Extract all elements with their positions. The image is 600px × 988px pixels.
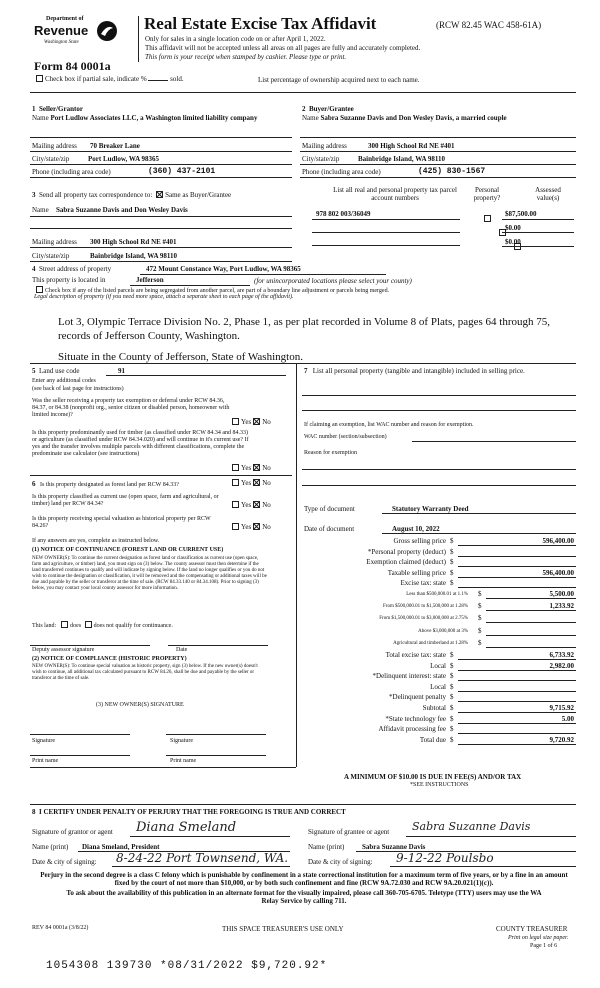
county-treasurer: COUNTY TREASURER	[496, 925, 568, 933]
timber-yes-no: Yes No	[230, 464, 271, 472]
partial-sale-label: Check box if partial sale, indicate %	[45, 75, 147, 83]
seller-name-label: Name	[32, 114, 49, 122]
tax-row-label: Taxable selling price	[387, 568, 446, 577]
page-title: Real Estate Excise Tax Affidavit	[144, 14, 377, 33]
situate-text: Situate in the County of Jefferson, State of Washington.	[58, 351, 303, 363]
owner-sig-label-2: Signature	[170, 738, 193, 744]
current-use-yes-no: Yes No	[230, 501, 271, 509]
grantee-sig-label: Signature of grantee or agent	[308, 828, 390, 836]
segregation-checkbox[interactable]	[36, 286, 43, 293]
historic-no-checkbox[interactable]	[253, 523, 260, 530]
doc-date-label: Date of document	[304, 525, 355, 533]
currency-sign: $	[478, 638, 482, 647]
forest-yes-no: Yes No	[230, 479, 271, 487]
header-note1: Only for sales in a single location code on or after April 1, 2022.	[145, 35, 326, 43]
currency-sign: $	[450, 579, 454, 588]
street-value: 472 Mount Constance Way, Port Ludlow, WA 98365	[146, 265, 301, 273]
seller-name-row	[32, 114, 290, 122]
currency-sign: $	[450, 558, 454, 567]
legal-size-note: Print on legal size paper.	[508, 935, 569, 941]
exemption-yes-no: Yes No	[230, 418, 271, 426]
tax-row-label: *Delinquent interest: state	[372, 672, 446, 681]
partial-sale-row	[34, 75, 184, 83]
located-label: This property is located in	[32, 276, 106, 284]
grantor-date-value: 8-24-22 Port Townsend, WA.	[116, 851, 289, 865]
street-row: 4 Street address of property	[32, 265, 112, 273]
timber-no-checkbox[interactable]	[253, 464, 260, 471]
currency-sign: $	[450, 537, 454, 545]
forest-q1: 6 Is this property designated as forest land per RCW 84.33?	[32, 480, 179, 488]
seller-heading: 1 Seller/Grantor	[32, 105, 83, 113]
partial-sold-label: sold.	[170, 75, 184, 83]
legal-label: Legal description of property (if you need more space, attach a separate sheet to each page of the affidavit).	[34, 294, 294, 300]
grantor-sig-label: Signature of grantor or agent	[32, 828, 113, 836]
assessed-col-header: Assessed value(s)	[535, 186, 561, 202]
currency-sign: $	[450, 661, 454, 670]
timber-yes-checkbox[interactable]	[232, 464, 239, 471]
continuance-row: This land: does does not qualify for continuance.	[32, 623, 173, 629]
notice2-text: NEW OWNER(S): To continue special valuation as historic property, sign (3) below. If the new owner(s) doesn't wish to continue, all additional tax calculated pursuant to RCW 84.26, shall be due and payable by the seller or transferor at the time of sale.	[32, 664, 258, 681]
seller-name-value: Port Ludlow Associates LLC, a Washington limited liability company	[50, 114, 258, 122]
notice1-title: (1) NOTICE OF CONTINUANCE (FOREST LAND OR CURRENT USE)	[32, 547, 224, 553]
tax-row-value: 596,400.00	[542, 568, 574, 577]
currency-sign: $	[450, 682, 454, 691]
logo-line1: Department of	[46, 16, 84, 22]
grantor-name-label: Name (print)	[32, 843, 69, 851]
buyer-name-value: Sabra Suzanne Davis and Don Wesley Davis, a married couple	[320, 114, 507, 122]
parcel-value-2: $0.00	[505, 224, 521, 232]
personal-col-header: Personal property?	[473, 186, 501, 202]
currency-sign: $	[450, 693, 454, 702]
currency-sign: $	[450, 725, 454, 734]
personal-property-label: 7 List all personal property (tangible and intangible) included in selling price.	[304, 367, 525, 375]
owner-print-label-2: Print name	[170, 758, 197, 764]
tax-bracket-label: Above $3,000,000 at 3%	[418, 628, 468, 634]
tax-row-label: *Delinquent penalty	[389, 693, 446, 702]
does-not-checkbox[interactable]	[85, 621, 92, 628]
current-use-no-checkbox[interactable]	[253, 501, 260, 508]
deputy-date-label: Date	[176, 647, 188, 653]
availability-text: To ask about the availability of this publication in an alternate format for the visually impaired, please call 360-705-6705. Teletype (TTY) users may use the WA Relay Service by calling 711.	[66, 889, 542, 905]
perjury-text: Perjury in the second degree is a class C felony which is punishable by confinement in a state correctional institution for a maximum term of five years, or by a fine in an amount fixed by the court of not more than $10,000, or by both such confinement and fine (RCW 9A.72.030 and RCW 9A.20.021(1)(c)).	[40, 871, 568, 887]
buyer-phone-value: (425) 830-1567	[418, 167, 486, 176]
exemption-yes-checkbox[interactable]	[232, 418, 239, 425]
grantee-date-label: Date & city of signing:	[308, 858, 373, 866]
rev-code: REV 84 0001a (3/8/22)	[32, 925, 89, 931]
tax-row-label: Affidavit processing fee	[378, 725, 446, 734]
doc-type-value: Statutory Warranty Deed	[392, 505, 469, 513]
tax-row-label: Exemption claimed (deduct)	[366, 558, 446, 567]
certify-heading: 8 I CERTIFY UNDER PENALTY OF PERJURY THAT THE FOREGOING IS TRUE AND CORRECT	[32, 808, 346, 816]
located-value: Jefferson	[136, 276, 164, 284]
form-number: Form 84 0001a	[34, 59, 111, 73]
timber-question: Is this property predominantly used for timber (as classified under RCW 84.34 and 84.33) or agriculture (as classified under RCW 84.34.020) and will continue in it's current use? If yes and the transfer involves multiple parcels with different classifications, complete the predominate use calculator (see instructions)	[32, 430, 249, 457]
logo-emblem-icon	[96, 20, 118, 42]
doc-date-value: August 10, 2022	[392, 525, 440, 533]
currency-sign: $	[478, 626, 482, 635]
doc-type-label: Type of document	[304, 505, 355, 513]
tax-bracket-label: From $1,500,000.01 to $3,000,000 at 2.75%	[379, 616, 468, 622]
tax-row-label: Subtotal	[422, 704, 446, 712]
logo-line3: Washington State	[44, 40, 79, 45]
title-code: (RCW 82.45 WAC 458-61A)	[436, 20, 542, 30]
seller-phone-label: Phone (including area code)	[32, 168, 111, 176]
located-note: (for unincorporated locations please select your county)	[254, 277, 412, 285]
owner-print-label-1: Print name	[32, 758, 59, 764]
historic-yes-no: Yes No	[230, 523, 271, 531]
legal-description: Lot 3, Olympic Terrace Division No. 2, Phase 1, as per plat recorded in Volume 8 of Plats, pages 64 through 75, records of Jefferson County, Washington.	[58, 316, 551, 342]
grantee-date-value: 9-12-22 Poulsbo	[396, 851, 494, 865]
receipt-stamp: 1054308 139730 *08/31/2022 $9,720.92*	[46, 960, 328, 972]
ownership-note: List percentage of ownership acquired next to each name.	[258, 76, 420, 84]
forest-yes-checkbox[interactable]	[232, 479, 239, 486]
tax-row-label: Total due	[419, 735, 446, 744]
tax-row-value: 5.00	[561, 714, 574, 723]
buyer-heading: 2 Buyer/Grantee	[302, 105, 354, 113]
currency-sign: $	[478, 590, 482, 598]
currency-sign: $	[450, 735, 454, 744]
if-yes-note: If any answers are yes, complete as instructed below.	[32, 538, 160, 544]
buyer-phone-label: Phone (including area code)	[302, 168, 381, 176]
reason-label: Reason for exemption	[304, 450, 357, 456]
treasurer-use: THIS SPACE TREASURER'S USE ONLY	[222, 925, 344, 933]
tax-bracket-label: Agricultural and timberland at 1.28%	[393, 640, 468, 646]
wac-number-label: WAC number (section/subsection)	[304, 434, 387, 440]
currency-sign: $	[450, 651, 454, 659]
same-as-buyer-checkbox[interactable]	[156, 191, 163, 198]
revenue-logo	[30, 14, 120, 54]
header-note3: This form is your receipt when stamped by cashier. Please type or print.	[145, 53, 347, 61]
seller-phone-value: (360) 437-2101	[148, 167, 216, 176]
correspondence-city-value: Bainbridge Island, WA 98110	[90, 252, 178, 260]
deputy-sig-label: Deputy assessor signature	[32, 647, 95, 653]
logo-line2: Revenue	[34, 23, 89, 38]
tax-row-label: *State technology fee	[385, 714, 446, 723]
notice1-text: NEW OWNER(S): To continue the current designation as forest land or classification as current use (open space, farm and agriculture, or timber) land, you must sign on (3) below. The county assessor must then determine if the land transferred continues to qualify and will indicate by signing below. If the land no longer qualifies or you do not wish to continue the designation or classification, it will be removed and the compensating or additional taxes will be due and payable by the seller or transferor at the time of sale. (RCW 84.33.140 or 84.34.108). Prior to signing (3) below, you may contact your local county assessor for more information.	[32, 556, 267, 591]
buyer-mail-value: 300 High School Rd NE #401	[368, 142, 455, 150]
does-checkbox[interactable]	[61, 621, 68, 628]
see-instructions: *SEE INSTRUCTIONS	[410, 782, 469, 788]
minimum-note: A MINIMUM OF $10.00 IS DUE IN FEE(S) AND/OR TAX	[344, 773, 522, 781]
currency-sign: $	[450, 568, 454, 577]
tax-bracket-label: From $500,000.01 to $1,500,000 at 1.28%	[383, 604, 468, 610]
currency-sign: $	[478, 614, 482, 623]
forest-no-checkbox[interactable]	[253, 479, 260, 486]
correspondence-row: 3 Send all property tax correspondence to: Same as Buyer/Grantee	[32, 191, 232, 199]
notice2-title: (2) NOTICE OF COMPLIANCE (HISTORIC PROPERTY)	[32, 656, 187, 662]
correspondence-name-label: Name	[32, 206, 49, 214]
currency-sign: $	[450, 704, 454, 712]
currency-sign: $	[450, 714, 454, 723]
exemption-question: Was the seller receiving a property tax exemption or deferral under RCW 84.36, 84.37, or 84.38 (nonprofit org., senior citizen or disabled person, homeowner with limited income)?	[32, 398, 230, 418]
parcel-value-3: $0.00	[505, 238, 521, 246]
tax-row-value: 6,733.92	[549, 651, 574, 659]
additional-codes-label: Enter any additional codes	[32, 378, 96, 384]
new-owner-sig-heading: (3) NEW OWNER(S) SIGNATURE	[96, 702, 184, 708]
exemption-no-checkbox[interactable]	[253, 418, 260, 425]
tax-row-value: 5,500.00	[549, 590, 574, 598]
buyer-mail-label: Mailing address	[302, 142, 347, 150]
tax-row-value: 596,400.00	[542, 537, 574, 545]
grantor-name-value: Diana Smeland, President	[82, 843, 160, 851]
personal-checkbox-1[interactable]	[484, 215, 491, 222]
header-note2: This affidavit will not be accepted unless all areas on all pages are fully and accurately completed.	[145, 44, 421, 52]
tax-row-label: Local	[430, 661, 446, 670]
grantee-signature: Sabra Suzanne Davis	[412, 820, 531, 833]
grantee-name-label: Name (print)	[308, 843, 345, 851]
correspondence-mail-label: Mailing address	[32, 238, 77, 246]
land-use-row: 5 Land use code	[32, 367, 80, 375]
historic-question: Is this property receiving special valuation as historical property per RCW 84.26?	[32, 516, 211, 529]
land-use-value: 91	[118, 367, 125, 375]
partial-sale-checkbox[interactable]	[36, 75, 43, 82]
seller-city-label: City/state/zip	[32, 155, 70, 163]
segregation-row: Check box if any of the listed parcels are being segregated from another parcel, are part of a boundary line adjustment or parcels being merged.	[34, 286, 389, 295]
tax-row-label: Total excise tax: state	[385, 651, 446, 659]
currency-sign: $	[478, 602, 482, 611]
correspondence-mail-value: 300 High School Rd NE #401	[90, 238, 177, 246]
current-use-yes-checkbox[interactable]	[232, 501, 239, 508]
see-back-label: (see back of last page for instructions)	[32, 386, 124, 392]
page-number: Page 1 of 6	[530, 943, 558, 949]
tax-row-label: Gross selling price	[393, 537, 446, 545]
tax-row-value: 9,715.92	[549, 704, 574, 712]
currency-sign: $	[450, 672, 454, 681]
tax-row-label: Local	[430, 682, 446, 691]
grantee-name-value: Sabra Suzanne Davis	[362, 843, 426, 851]
currency-sign: $	[450, 547, 454, 556]
seller-mail-value: 70 Breaker Lane	[90, 142, 140, 150]
historic-yes-checkbox[interactable]	[232, 523, 239, 530]
correspondence-city-label: City/state/zip	[32, 252, 70, 260]
tax-row-label: Excise tax: state	[400, 579, 446, 588]
tax-row-value: 2,982.00	[549, 661, 574, 670]
tax-row-label: *Personal property (deduct)	[367, 547, 446, 556]
buyer-name-label: Name	[302, 114, 319, 122]
correspondence-name-value: Sabra Suzanne Davis and Don Wesley Davis	[56, 206, 188, 214]
tax-row-value: 1,233.92	[549, 602, 574, 611]
buyer-city-label: City/state/zip	[302, 155, 340, 163]
owner-sig-label-1: Signature	[32, 738, 55, 744]
seller-mail-label: Mailing address	[32, 142, 77, 150]
buyer-city-value: Bainbridge Island, WA 98110	[358, 155, 446, 163]
parcel-number-1: 978 802 003/36049	[316, 210, 371, 218]
parcels-col-header: List all real and personal property tax parcel account numbers	[333, 186, 457, 202]
tax-row-value: 9,720.92	[549, 735, 574, 744]
exemption-wac-note: If claiming an exemption, list WAC number and reason for exemption.	[304, 422, 474, 428]
parcel-value-1: $87,500.00	[505, 210, 537, 218]
tax-bracket-label: Less than $500,000.01 at 1.1%	[406, 592, 468, 597]
buyer-name-row	[302, 114, 582, 122]
current-use-question: Is this property classified as current use (open space, farm and agricultural, or timber) land per RCW 84.34?	[32, 494, 219, 507]
grantor-date-label: Date & city of signing:	[32, 858, 97, 866]
seller-city-value: Port Ludlow, WA 98365	[88, 155, 160, 163]
grantor-signature: Diana Smeland	[136, 820, 237, 835]
